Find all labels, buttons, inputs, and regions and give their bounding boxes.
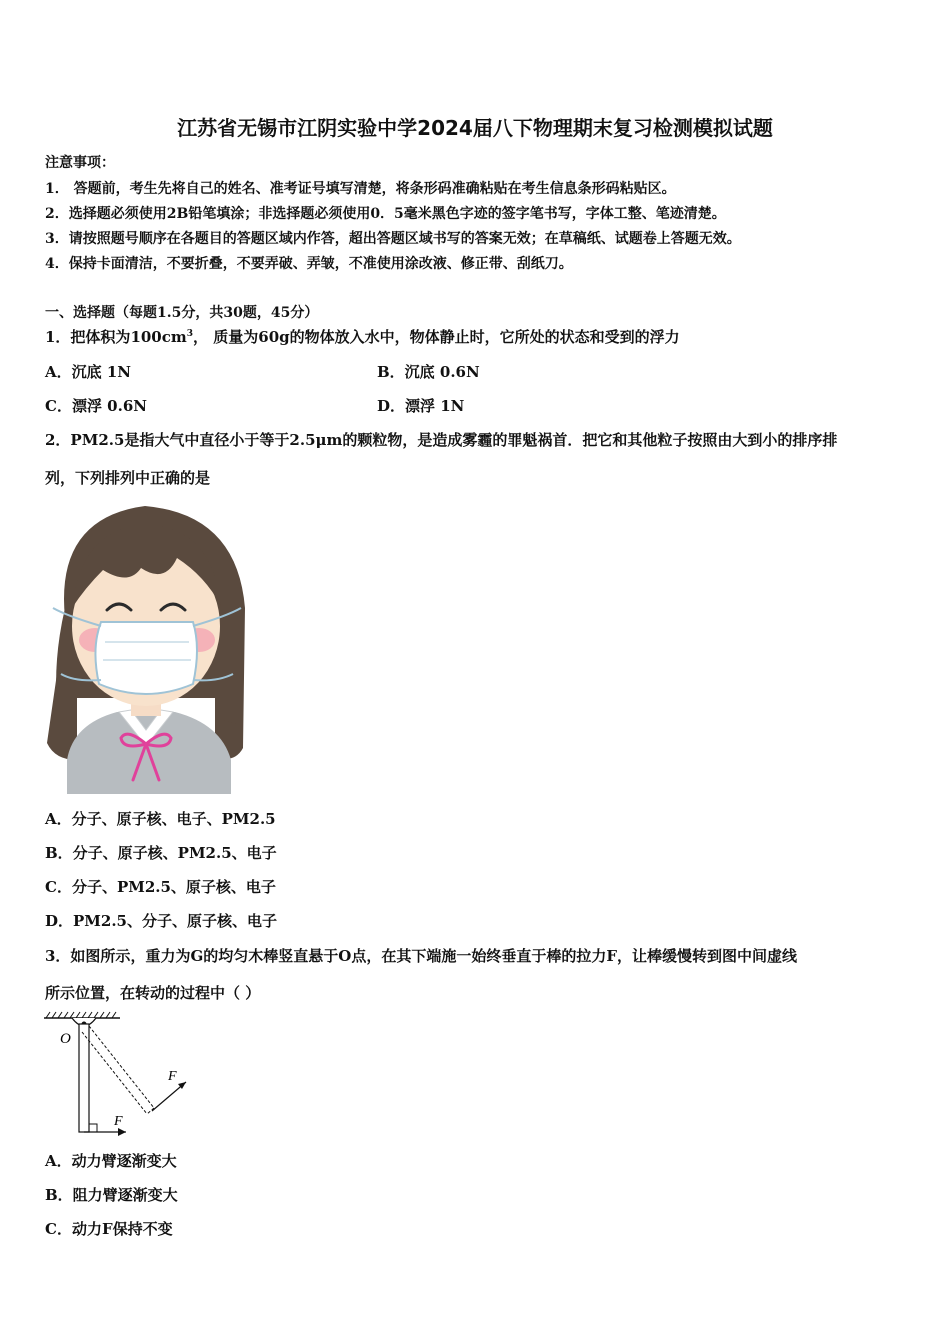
question-2-option-d: D．PM2.5、分子、原子核、电子 — [45, 912, 277, 930]
lever-rod-diagram — [42, 1010, 202, 1138]
page-title: 江苏省无锡市江阴实验中学2024届八下物理期末复习检测模拟试题 — [177, 116, 773, 140]
question-2-stem-line1: 2．PM2.5是指大气中直径小于等于2.5μm的颗粒物，是造成雾霾的罪魁祸首．把它和其他粒子按照由大到小的排序排 — [45, 431, 838, 449]
question-2-stem-line2: 列，下列排列中正确的是 — [45, 469, 211, 487]
section-heading: 一、选择题（每题1.5分，共30题，45分） — [45, 305, 319, 321]
question-3-option-a: A．动力臂逐渐变大 — [45, 1152, 177, 1170]
question-1-option-d: D．漂浮 1N — [377, 397, 465, 415]
notice-item-4: 4．保持卡面清洁，不要折叠，不要弄破、弄皱，不准使用涂改液、修正带、刮纸刀。 — [45, 256, 573, 272]
question-2-option-a: A．分子、原子核、电子、PM2.5 — [45, 810, 276, 828]
question-1-option-a: A．沉底 1N — [45, 363, 132, 381]
label-f-upper: F — [168, 1069, 177, 1084]
question-2-option-b: B．分子、原子核、PM2.5、电子 — [45, 844, 277, 862]
question-1-option-b: B．沉底 0.6N — [377, 363, 480, 381]
notice-item-3: 3．请按照题号顺序在各题目的答题区域内作答，超出答题区域书写的答案无效；在草稿纸、试题卷上答题无效。 — [45, 231, 741, 247]
girl-with-mask-image — [45, 498, 247, 794]
label-o: O — [60, 1031, 71, 1047]
question-2-option-c: C．分子、PM2.5、原子核、电子 — [45, 878, 276, 896]
question-3-stem-line1: 3．如图所示，重力为G的均匀木棒竖直悬于O点，在其下端施一始终垂直于棒的拉力F，让棒缓慢转到图中间虚线 — [45, 947, 797, 965]
label-f-lower: F — [114, 1114, 123, 1129]
question-1-stem: 1．把体积为$100cm^3$， 质量为60g的物体放入水中，物体静止时，它所处的状态和受到的浮力 — [45, 328, 680, 346]
question-3-option-b: B．阻力臂逐渐变大 — [45, 1186, 178, 1204]
notice-item-2: 2．选择题必须使用2B铅笔填涂；非选择题必须使用0．5毫米黑色字迹的签字笔书写，字体工整、笔迹清楚。 — [45, 206, 726, 222]
question-1-option-c: C．漂浮 0.6N — [45, 397, 147, 415]
question-3-option-c: C．动力F保持不变 — [45, 1220, 173, 1238]
notice-heading: 注意事项： — [45, 155, 115, 171]
question-3-stem-line2: 所示位置，在转动的过程中（ ） — [45, 984, 261, 1002]
notice-item-1: 1． 答题前，考生先将自己的姓名、准考证号填写清楚，将条形码准确粘贴在考生信息条形码粘贴区。 — [45, 181, 676, 197]
